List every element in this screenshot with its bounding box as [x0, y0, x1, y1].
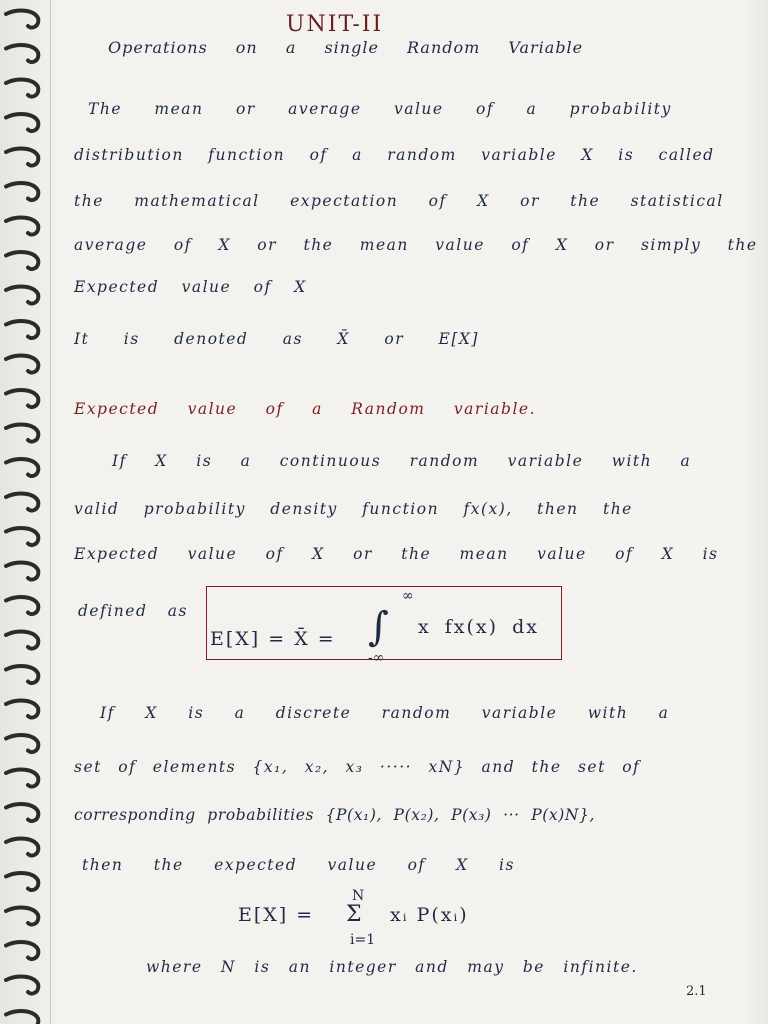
unit-title: UNIT-II: [286, 12, 384, 37]
spiral-ring: [6, 287, 38, 304]
spiral-ring: [6, 666, 38, 683]
sum-upper-limit: N: [352, 888, 365, 904]
spiral-ring: [6, 597, 38, 614]
spiral-ring: [6, 425, 38, 442]
spiral-ring: [6, 45, 38, 62]
spiral-ring: [6, 908, 38, 925]
integrand: x fx(x) dx: [418, 616, 539, 638]
discrete-line: corresponding probabilities {P(x₁), P(x₂), P(x₃) ··· P(x)N},: [74, 806, 596, 824]
section-heading: Expected value of a Random variable.: [74, 400, 536, 418]
spiral-ring: [6, 1011, 38, 1024]
spiral-ring: [6, 942, 38, 959]
continuous-line: valid probability density function fx(x), then the: [74, 500, 633, 518]
sum-term: xᵢ P(xᵢ): [390, 904, 469, 926]
spiral-ring: [6, 218, 38, 235]
spiral-ring: [6, 804, 38, 821]
integral-upper-limit: ∞: [402, 588, 414, 604]
continuous-line: Expected value of X or the mean value of X is: [74, 545, 719, 563]
sum-lower-limit: i=1: [350, 932, 376, 948]
spiral-ring: [6, 114, 38, 131]
spiral-ring: [6, 563, 38, 580]
spiral-ring: [6, 770, 38, 787]
integral-sign: ∫: [368, 604, 389, 650]
spiral-ring: [6, 839, 38, 856]
spiral-ring: [6, 390, 38, 407]
discrete-line: set of elements {x₁, x₂, x₃ ····· xN} and the set of: [74, 758, 641, 776]
integral-lower-limit: -∞: [368, 650, 385, 666]
spiral-ring: [6, 494, 38, 511]
spiral-ring: [6, 459, 38, 476]
intro-line: distribution function of a random variable X is called: [74, 146, 715, 164]
intro-line: the mathematical expectation of X or the statistical: [74, 192, 724, 210]
spiral-ring: [6, 528, 38, 545]
intro-line: Expected value of X: [74, 278, 307, 296]
spiral-ring: [6, 873, 38, 890]
expectation-formula-lhs: E[X] = X̄ =: [210, 628, 336, 650]
margin-line: [50, 0, 51, 1024]
spiral-ring: [6, 735, 38, 752]
spiral-ring: [6, 701, 38, 718]
spiral-ring: [6, 80, 38, 97]
spiral-ring: [6, 356, 38, 373]
spiral-ring: [6, 149, 38, 166]
spiral-ring: [6, 252, 38, 269]
spiral-ring: [6, 321, 38, 338]
defined-as-label: defined as: [78, 602, 188, 620]
page-subtitle: Operations on a single Random Variable: [108, 38, 584, 57]
spiral-ring: [6, 632, 38, 649]
discrete-line: If X is a discrete random variable with a: [100, 704, 670, 722]
page-number: 2.1: [686, 984, 707, 999]
continuous-line: If X is a continuous random variable with a: [112, 452, 692, 470]
closing-line: where N is an integer and may be infinite.: [146, 958, 638, 976]
spiral-ring: [6, 11, 38, 28]
spiral-ring: [6, 977, 38, 994]
sum-symbol: Σ: [346, 902, 362, 927]
denoted-line: It is denoted as X̄ or E[X]: [74, 330, 479, 348]
intro-line: average of X or the mean value of X or simply the: [74, 236, 758, 254]
spiral-ring: [6, 183, 38, 200]
intro-line: The mean or average value of a probability: [88, 100, 672, 118]
spiral-binding: [4, 0, 44, 1024]
discrete-line: then the expected value of X is: [82, 856, 515, 874]
sum-formula-lhs: E[X] =: [238, 904, 315, 926]
